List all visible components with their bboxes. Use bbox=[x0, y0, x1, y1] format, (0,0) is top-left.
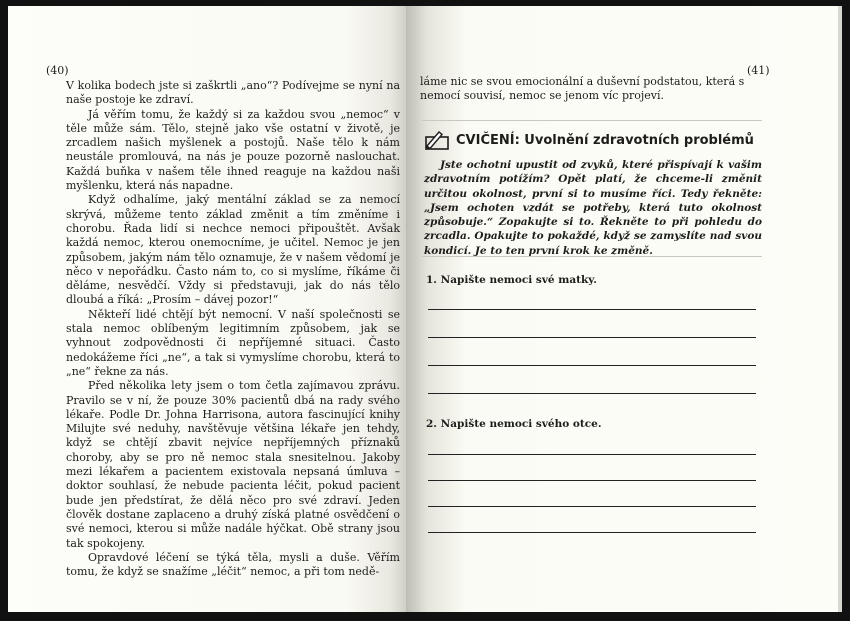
pencil-writing-icon bbox=[422, 129, 452, 151]
answer-line[interactable] bbox=[428, 532, 756, 533]
exercise-header bbox=[422, 128, 767, 152]
left-page-body bbox=[66, 79, 400, 579]
paragraph: Opravdové léčení se týká těla, mysli a duše. Věřím tomu, že když se snažíme „léčit“ nemoc, a při tom nedě- bbox=[66, 550, 400, 579]
answer-line[interactable] bbox=[428, 480, 756, 481]
question-2: 2. Napište nemoci svého otce. bbox=[426, 418, 602, 430]
paragraph: Někteří lidé chtějí být nemocní. V naší společnosti se stala nemoc oblíbeným legitimním způsobem, jak se vyhnout zodpovědnosti či nepříjemné situaci. Často nedokážeme říci „ne“, a tak si vymyslíme chorobu, která to „ne“ řekne za nás. bbox=[66, 307, 400, 378]
paragraph: V kolika bodech jste si zaškrtli „ano“? Podívejme se nyní na naše postoje ke zdraví. bbox=[66, 79, 400, 107]
answer-line[interactable] bbox=[428, 365, 756, 366]
divider bbox=[422, 120, 762, 121]
right-page bbox=[406, 6, 840, 612]
divider bbox=[422, 256, 762, 257]
left-page bbox=[8, 6, 406, 612]
exercise-intro: Jste ochotni upustit od zvyků, které přispívají k vašim zdravotním potížím? Opět platí, že chceme-li změnit určitou okolnost, první si to musíme říci. Tedy řekněte: „Jsem ochoten vzdát se potřeby, která tuto okolnost způsobuje.“ Zopakujte si to. Řekněte to při pohledu do zrcadla. Opakujte to pokaždé, když se zamyslíte nad svou kondicí. Je to ten první krok ke změně. bbox=[424, 159, 762, 257]
answer-line[interactable] bbox=[428, 393, 756, 394]
exercise-title: CVIČENÍ: Uvolnění zdravotních problémů bbox=[456, 132, 754, 148]
answer-line[interactable] bbox=[428, 337, 756, 338]
question-1: 1. Napište nemoci své matky. bbox=[426, 274, 597, 286]
paragraph: Když odhalíme, jaký mentální základ se za nemocí skrývá, můžeme tento základ změnit a tím změníme i chorobu. Řada lidí si nechce nemoci připouštět. Avšak každá nemoc, kterou onemocníme, je učitel. Nemoc je jen způsobem, jakým nám tělo oznamuje, že v našem vědomí je něco v nepořádku. Často nám to, co si myslíme, říkáme či děláme, nesvědčí. Vždy si představuji, jak do nás tělo dloubá a říká: „Prosím – dávej pozor!“ bbox=[66, 193, 400, 307]
answer-line[interactable] bbox=[428, 454, 756, 455]
book-edge bbox=[838, 6, 842, 612]
continuation-text: láme nic se svou emocionální a duševní podstatou, která s nemocí souvisí, nemoc se jenom víc projeví. bbox=[420, 75, 745, 103]
paragraph: Před několika lety jsem o tom četla zajímavou zprávu. Pravilo se v ní, že pouze 30% pacientů dbá na rady svého lékaře. Podle Dr. Johna Harrisona, autora fascinující knihy Milujte své neduhy, navštěvuje většina lékaře jen tehdy, když se chtějí zbavit nejvíce nepříjemných příznaků choroby, aby se pro ně nemoc stala snesitelnou. Jakoby mezi lékařem a pacientem existovala nepsaná úmluva – doktor souhlasí, že nebude pacienta léčit, pokud pacient bude jen předstírat, že dělá něco pro své zdraví. Jeden člověk dostane zaplaceno a druhý získá platné osvědčení o své nemoci, kterou si může nadále hýčkat. Obě strany jsou tak spokojeny. bbox=[66, 379, 400, 550]
answer-line[interactable] bbox=[428, 506, 756, 507]
page-number-right: (41) bbox=[747, 64, 770, 77]
paragraph: Já věřím tomu, že každý si za každou svou „nemoc“ v těle může sám. Tělo, stejně jako vše ostatní v životě, je zrcadlem našich myšlenek a postojů. Naše tělo k nám neustále promlouvá, na nás je pouze pozorně naslouchat. Každá buňka v našem těle ihned reaguje na každou naši myšlenku, která nás napadne. bbox=[66, 107, 400, 193]
page-number-left: (40) bbox=[46, 64, 69, 77]
answer-line[interactable] bbox=[428, 309, 756, 310]
